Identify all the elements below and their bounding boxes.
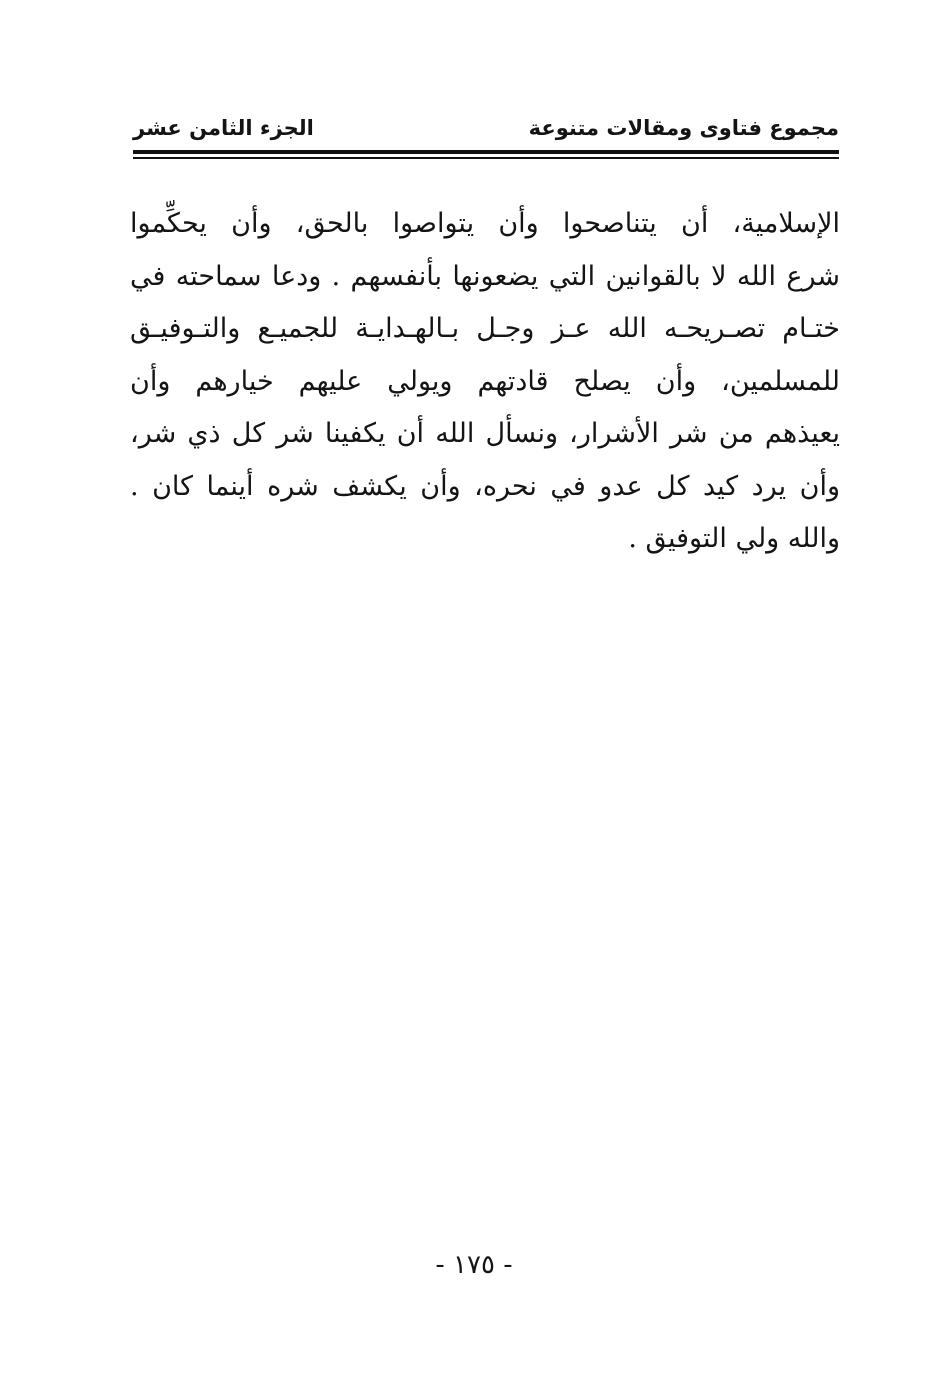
header-rule-thick <box>133 150 839 154</box>
body-text <box>130 198 840 566</box>
running-header <box>133 108 839 148</box>
page-number: - ١٧٥ - <box>435 1250 513 1280</box>
body-line-1: الإسلامية، أن يتناصحوا وأن يتواصوا بالحق، وأن يحكِّموا <box>130 208 840 239</box>
body-line-7: والله ولي التوفيق . <box>628 523 840 554</box>
body-line-4: للمسلمين، وأن يصلح قادتهم ويولي عليهم خيارهم وأن <box>130 365 840 397</box>
body-line-5: يعيذهم من شر الأشرار، ونسأل الله أن يكفينا شر كل ذي شر، <box>130 418 840 449</box>
body-line-3: ختـام تصـريحـه الله عـز وجـل بـالهـدايـة للجميـع والتـوفيـق <box>130 313 840 344</box>
volume-label: الجزء الثامن عشر <box>133 116 314 140</box>
body-line-6: وأن يرد كيد كل عدو في نحره، وأن يكشف شره أينما كان . <box>130 470 840 502</box>
header-rule-thin <box>133 157 839 159</box>
body-line-2: شرع الله لا بالقوانين التي يضعونها بأنفسهم . ودعا سماحته في <box>130 260 840 292</box>
book-title: مجموع فتاوى ومقالات متنوعة <box>528 116 839 140</box>
